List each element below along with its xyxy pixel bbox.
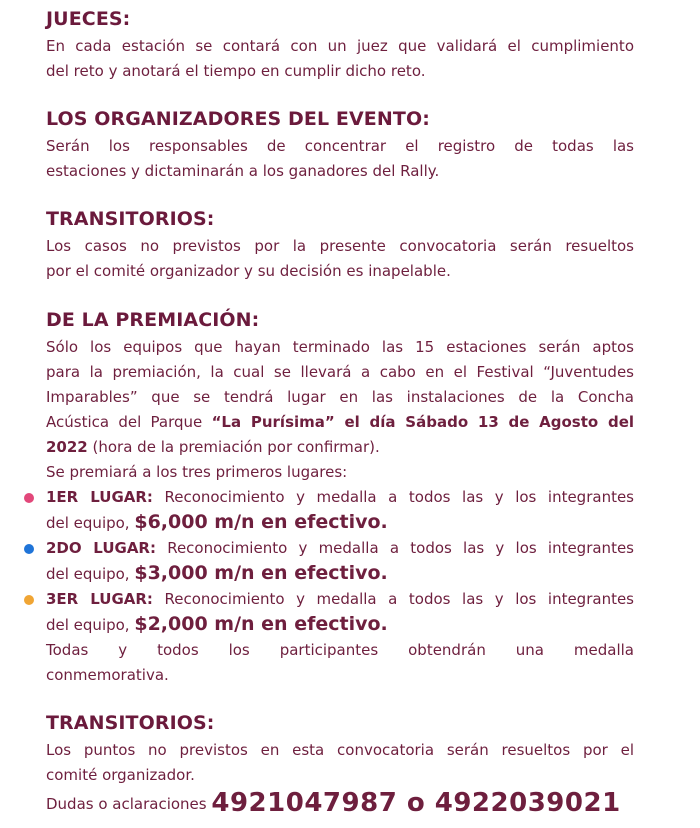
premiacion-intro: Se premiará a los tres primeros lugares:: [46, 463, 348, 481]
prize-first-place: 1ER LUGAR:: [46, 488, 153, 506]
jueces-line-2: del reto y anotará el tiempo en cumplir dicho reto.: [46, 62, 426, 80]
prize-second: [46, 536, 634, 587]
prize-first-line-2: [46, 510, 634, 536]
prize-first-line-1: [46, 485, 634, 510]
section-transitorios-1: [46, 208, 634, 284]
transitorios-1-line-1: Los casos no previstos por la presente convocatoria serán resueltos: [46, 237, 634, 255]
jueces-line-1: En cada estación se contará con un juez que validará el cumplimiento: [46, 37, 634, 55]
prize-second-place: 2DO LUGAR:: [46, 539, 156, 557]
prize-third-team: del equipo,: [46, 616, 135, 634]
section-premiacion: [46, 309, 634, 688]
prize-third-amount: $2,000 m/n en efectivo.: [134, 613, 388, 635]
blue-bullet-icon: [24, 544, 34, 554]
premiacion-year: 2022: [46, 438, 88, 456]
prize-third-line-1: [46, 587, 634, 612]
prize-third-line-2: [46, 612, 634, 638]
premiacion-line-1: Sólo los equipos que hayan terminado las 15 estaciones serán aptos: [46, 338, 634, 356]
section-organizadores: [46, 108, 634, 184]
premiacion-closing-1: Todas y todos los participantes obtendrán una medalla: [46, 641, 634, 659]
prize-first-team: del equipo,: [46, 514, 135, 532]
contact-line: [46, 788, 634, 819]
premiacion-line-2: para la premiación, la cual se llevará a cabo en el Festival “Juventudes: [46, 363, 634, 381]
prize-third: [46, 587, 634, 638]
pink-bullet-icon: [24, 493, 34, 503]
section-jueces: [46, 8, 634, 84]
transitorios-2-line-2: comité organizador.: [46, 766, 195, 784]
prize-second-desc: Reconocimiento y medalla a todos las y los integrantes: [155, 539, 634, 557]
premiacion-line-4-text: Acústica del Parque: [46, 413, 212, 431]
premiacion-closing-2: conmemorativa.: [46, 666, 169, 684]
premiacion-line-5: [46, 435, 634, 460]
premiacion-line-3: Imparables” que se tendrá lugar en las instalaciones de la Concha: [46, 388, 634, 406]
prize-first: [46, 485, 634, 536]
organizadores-line-1: Serán los responsables de concentrar el registro de todas las: [46, 137, 634, 155]
premiacion-venue-date: “La Purísima” el día Sábado 13 de Agosto del: [211, 413, 635, 431]
contact-phones: 4921047987 o 4922039021: [211, 788, 621, 818]
premiacion-heading: DE LA PREMIACIÓN:: [46, 309, 260, 331]
prize-first-amount: $6,000 m/n en efectivo.: [134, 511, 388, 533]
premiacion-line-4: [46, 410, 634, 435]
section-transitorios-2: [46, 712, 634, 819]
prize-second-amount: $3,000 m/n en efectivo.: [134, 562, 388, 584]
organizadores-heading: LOS ORGANIZADORES DEL EVENTO:: [46, 108, 430, 130]
transitorios-2-heading: TRANSITORIOS:: [46, 712, 215, 734]
prize-first-desc: Reconocimiento y medalla a todos las y los integrantes: [152, 488, 634, 506]
transitorios-1-line-2: por el comité organizador y su decisión es inapelable.: [46, 262, 451, 280]
premiacion-hour-note: (hora de la premiación por confirmar).: [87, 438, 380, 456]
jueces-heading: JUECES:: [46, 8, 131, 30]
transitorios-2-line-1: Los puntos no previstos en esta convocatoria serán resueltos por el: [46, 741, 634, 759]
contact-label: Dudas o aclaraciones: [46, 795, 212, 813]
orange-bullet-icon: [24, 595, 34, 605]
prize-second-line-2: [46, 561, 634, 587]
prize-third-desc: Reconocimiento y medalla a todos las y los integrantes: [152, 590, 634, 608]
transitorios-1-heading: TRANSITORIOS:: [46, 208, 215, 230]
organizadores-line-2: estaciones y dictaminarán a los ganadores del Rally.: [46, 162, 440, 180]
prize-second-team: del equipo,: [46, 565, 135, 583]
prize-third-place: 3ER LUGAR:: [46, 590, 153, 608]
prize-second-line-1: [46, 536, 634, 561]
